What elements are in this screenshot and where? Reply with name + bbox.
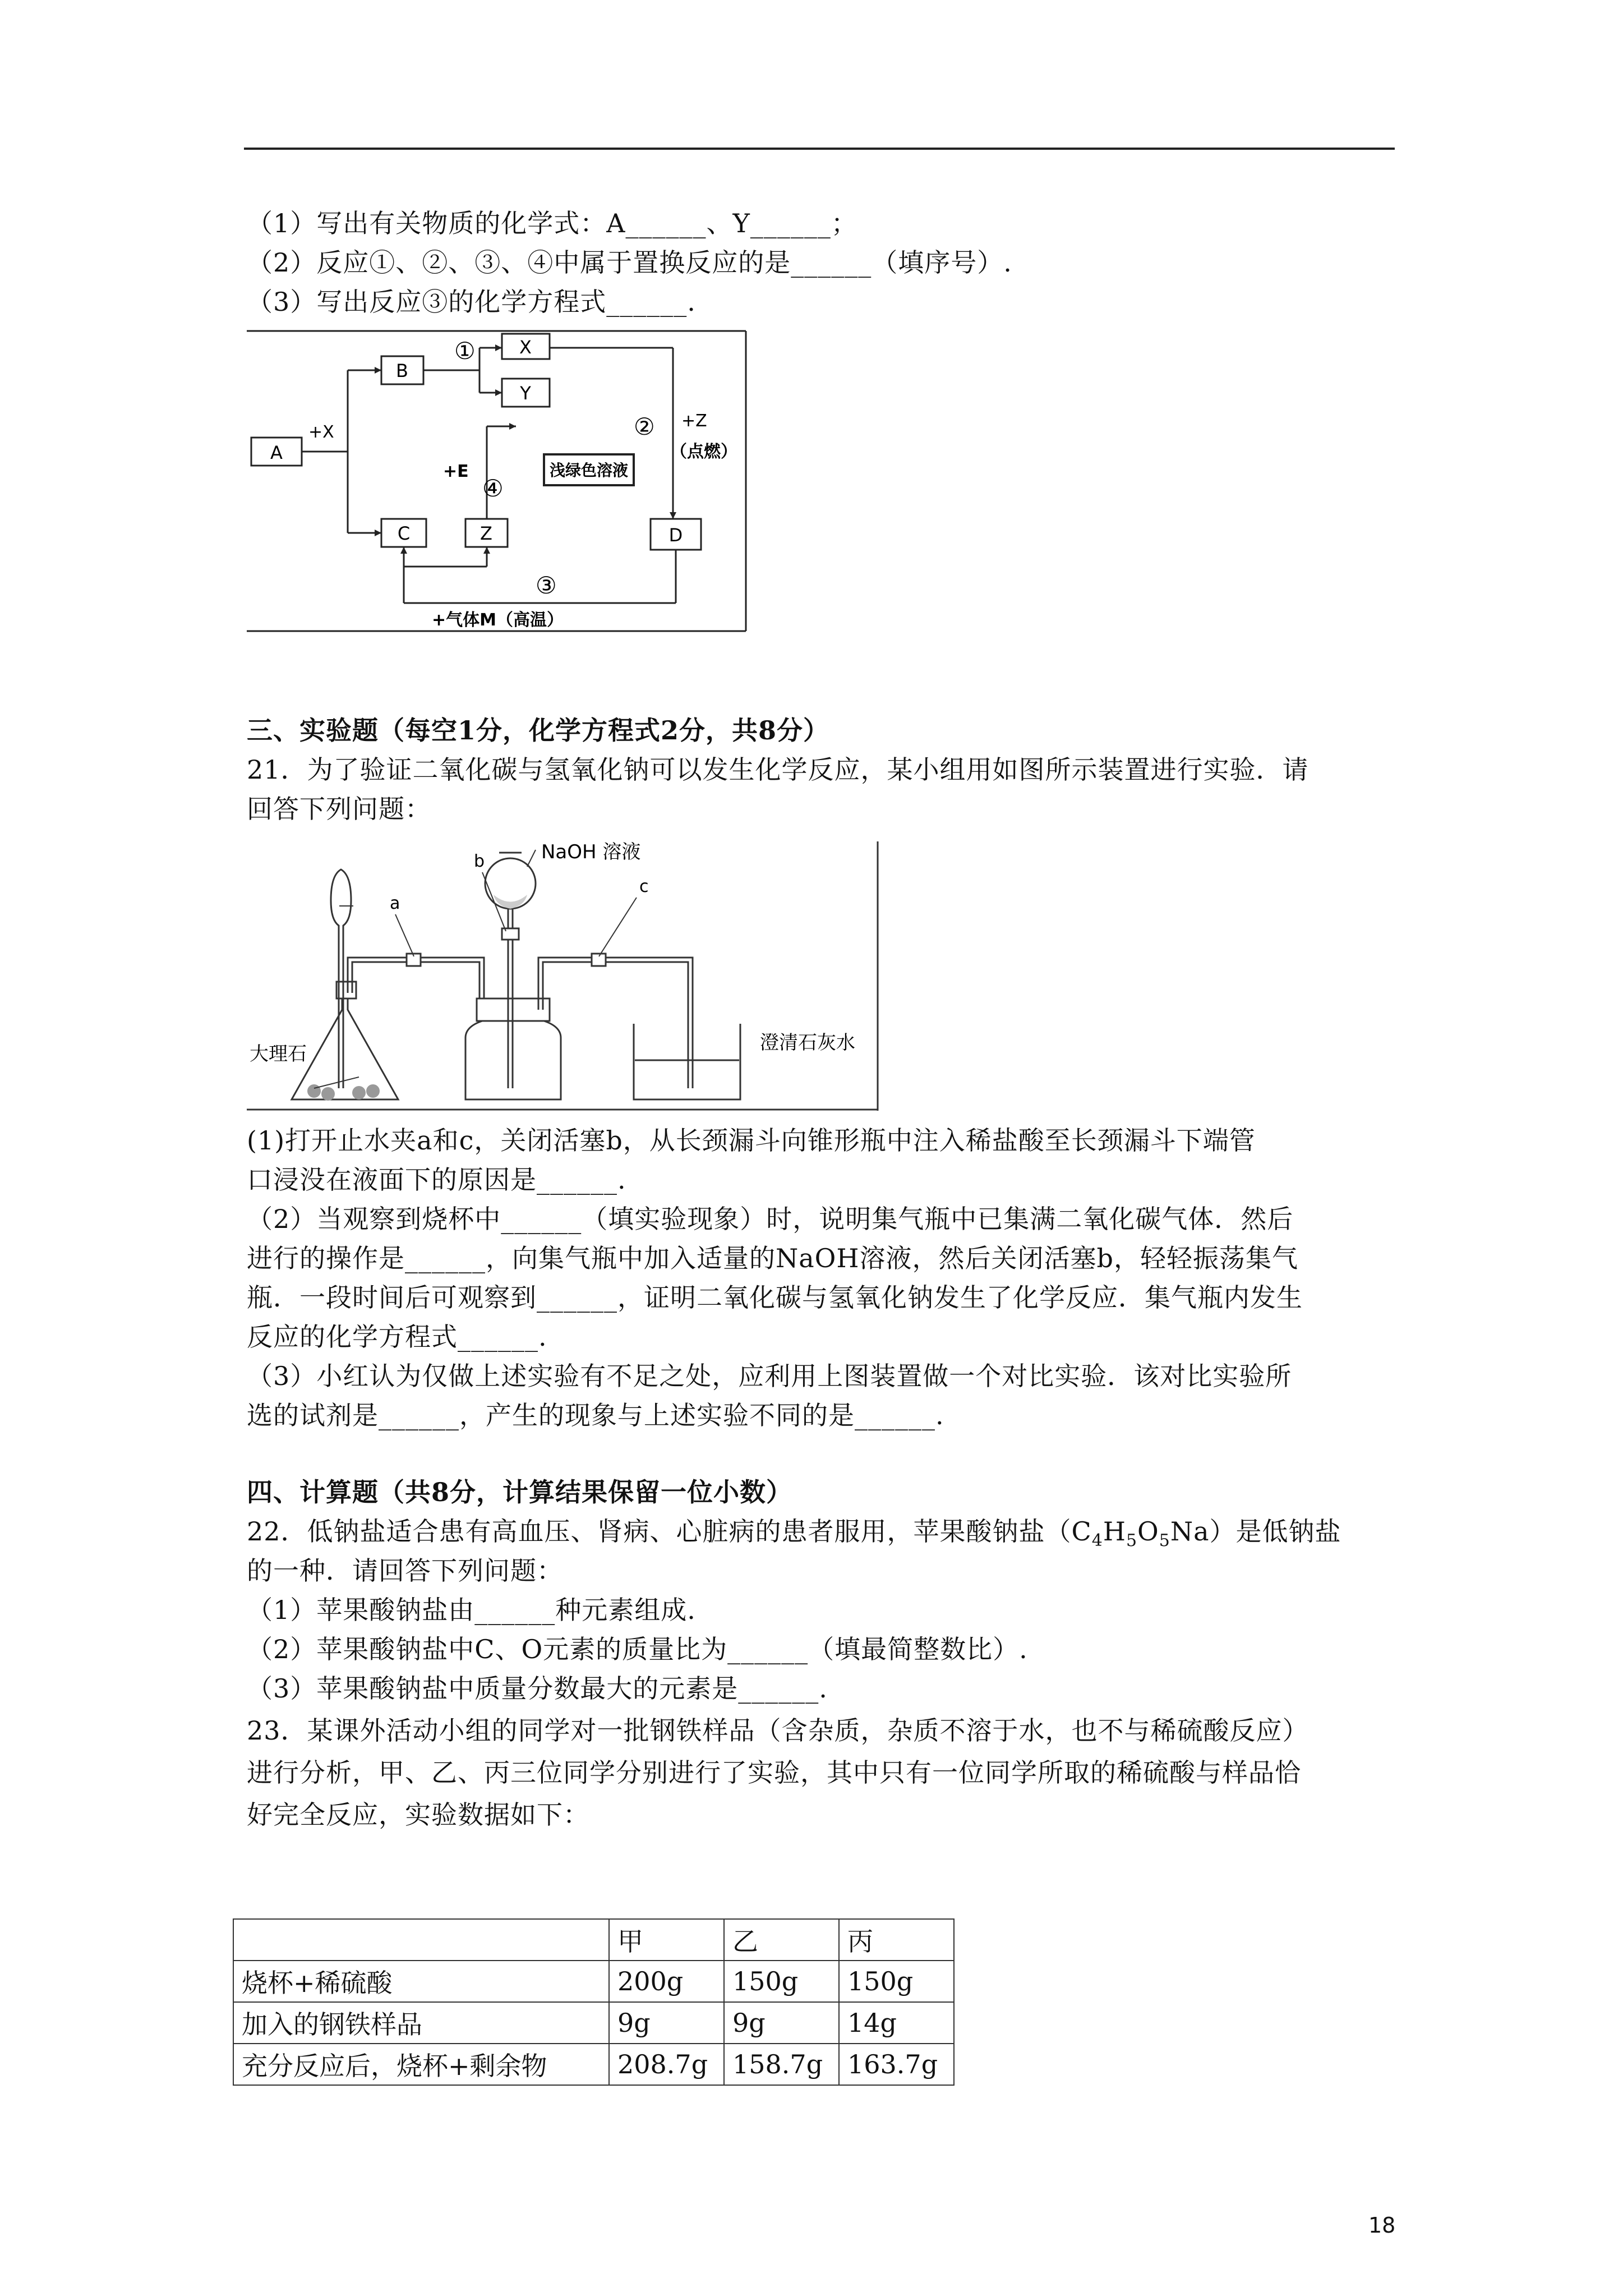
q21-part2-line1: （2）当观察到烧杯中______（填实验现象）时，说明集气瓶中已集满二氧化碳气体．然后 bbox=[247, 1204, 1294, 1234]
label-plus-z: +Z bbox=[681, 411, 707, 431]
experiment-data-table bbox=[233, 1918, 955, 2086]
q23-line1: 23．某课外活动小组的同学对一批钢铁样品（含杂质，杂质不溶于水，也不与稀硫酸反应） bbox=[247, 1715, 1309, 1746]
table-header-cell: 乙 bbox=[724, 1919, 839, 1961]
node-c: C bbox=[397, 523, 411, 544]
subscript-5b: 5 bbox=[1159, 1531, 1170, 1550]
q21-part3-line2: 选的试剂是______，产生的现象与上述实验不同的是______. bbox=[247, 1400, 944, 1430]
label-gas-m: +气体M（高温） bbox=[432, 610, 564, 630]
q21-part2-line2: 进行的操作是______，向集气瓶中加入适量的NaOH溶液，然后关闭活塞b，轻轻振荡集气 bbox=[247, 1243, 1298, 1273]
marble-label: 大理石 bbox=[250, 1043, 307, 1065]
q20-part1: （1）写出有关物质的化学式：A______、Y______； bbox=[247, 208, 857, 238]
label-plus-e: +E bbox=[443, 462, 469, 481]
q21-part2-line3: 瓶．一段时间后可观察到______，证明二氧化碳与氢氧化钠发生了化学反应．集气瓶内发生 bbox=[247, 1282, 1303, 1313]
valve-a-label: a bbox=[390, 894, 400, 913]
table-cell: 200g bbox=[609, 1961, 724, 2002]
table-cell: 150g bbox=[724, 1961, 839, 2002]
section4-title: 四、计算题（共8分，计算结果保留一位小数） bbox=[247, 1477, 793, 1507]
table-cell: 163.7g bbox=[839, 2044, 954, 2085]
node-x: X bbox=[519, 337, 532, 358]
q22-line1 bbox=[247, 1515, 1341, 1558]
node-solution: 浅绿色溶液 bbox=[549, 461, 629, 480]
header-rule bbox=[244, 148, 1395, 150]
table-cell: 充分反应后，烧杯+剩余物 bbox=[233, 2044, 609, 2085]
q23-line3: 好完全反应，实验数据如下： bbox=[247, 1800, 589, 1830]
element-o: O bbox=[1137, 1516, 1159, 1547]
q22-part3: （3）苹果酸钠盐中质量分数最大的元素是______. bbox=[247, 1673, 828, 1704]
table-cell: 158.7g bbox=[724, 2044, 839, 2085]
q21-line1: 21．为了验证二氧化碳与氢氧化钠可以发生化学反应，某小组用如图所示装置进行实验．请 bbox=[247, 754, 1309, 785]
table-cell: 9g bbox=[724, 2002, 839, 2044]
table-cell: 14g bbox=[839, 2002, 954, 2044]
q22-part1: （1）苹果酸钠盐由______种元素组成. bbox=[247, 1595, 696, 1625]
label-plus-x: +X bbox=[308, 422, 334, 442]
table-cell: 208.7g bbox=[609, 2044, 724, 2085]
reaction-2-label: ② bbox=[634, 413, 655, 440]
element-h: H bbox=[1103, 1516, 1126, 1547]
subscript-5a: 5 bbox=[1126, 1531, 1138, 1550]
node-b: B bbox=[396, 360, 408, 381]
co2-naoh-apparatus bbox=[247, 841, 880, 1111]
table-row bbox=[233, 2044, 954, 2085]
q23-line2: 进行分析，甲、乙、丙三位同学分别进行了实验，其中只有一位同学所取的稀硫酸与样品恰 bbox=[247, 1757, 1301, 1788]
q21-line2: 回答下列问题： bbox=[247, 794, 431, 824]
label-ignite: （点燃） bbox=[670, 442, 737, 462]
node-z: Z bbox=[480, 523, 492, 544]
node-y: Y bbox=[520, 383, 531, 404]
q22-line1-end: Na）是低钠盐 bbox=[1170, 1516, 1341, 1547]
table-row bbox=[233, 2002, 954, 2044]
reaction-1-label: ① bbox=[454, 337, 476, 365]
reaction-flow-diagram bbox=[247, 325, 751, 634]
q20-part2: （2）反应①、②、③、④中属于置换反应的是______（填序号）. bbox=[247, 247, 1012, 278]
q21-part1-line2: 口浸没在液面下的原因是______. bbox=[247, 1165, 626, 1195]
valve-b-label: b bbox=[474, 852, 485, 871]
q21-part2-line4: 反应的化学方程式______. bbox=[247, 1322, 547, 1352]
q22-line2: 的一种．请回答下列问题： bbox=[247, 1556, 563, 1586]
q22-line1-start: 22．低钠盐适合患有高血压、肾病、心脏病的患者服用，苹果酸钠盐（C bbox=[247, 1516, 1092, 1547]
q21-part1-line1: (1)打开止水夹a和c，关闭活塞b，从长颈漏斗向锥形瓶中注入稀盐酸至长颈漏斗下端管 bbox=[247, 1125, 1256, 1156]
reaction-4-label: ④ bbox=[482, 475, 504, 502]
node-a: A bbox=[270, 442, 283, 463]
q22-part2: （2）苹果酸钠盐中C、O元素的质量比为______（填最简整数比）. bbox=[247, 1634, 1028, 1664]
subscript-4: 4 bbox=[1091, 1531, 1103, 1550]
table-cell: 9g bbox=[609, 2002, 724, 2044]
table-header-cell: 丙 bbox=[839, 1919, 954, 1961]
table-header-row bbox=[233, 1919, 954, 1961]
table-cell: 加入的钢铁样品 bbox=[233, 2002, 609, 2044]
section3-title: 三、实验题（每空1分，化学方程式2分，共8分） bbox=[247, 715, 830, 746]
q20-part3: （3）写出反应③的化学方程式______. bbox=[247, 287, 696, 317]
table-header-cell bbox=[233, 1919, 609, 1961]
table-cell: 150g bbox=[839, 1961, 954, 2002]
node-d: D bbox=[668, 524, 683, 546]
naoh-label: NaOH 溶液 bbox=[541, 841, 641, 863]
table-cell: 烧杯+稀硫酸 bbox=[233, 1961, 609, 2002]
reaction-3-label: ③ bbox=[536, 572, 557, 599]
valve-c-label: c bbox=[639, 877, 649, 896]
limewater-label: 澄清石灰水 bbox=[760, 1032, 855, 1054]
table-row bbox=[233, 1961, 954, 2002]
q21-part3-line1: （3）小红认为仅做上述实验有不足之处，应利用上图装置做一个对比实验．该对比实验所 bbox=[247, 1361, 1292, 1391]
page-number: 18 bbox=[1368, 2213, 1396, 2238]
table-header-cell: 甲 bbox=[609, 1919, 724, 1961]
